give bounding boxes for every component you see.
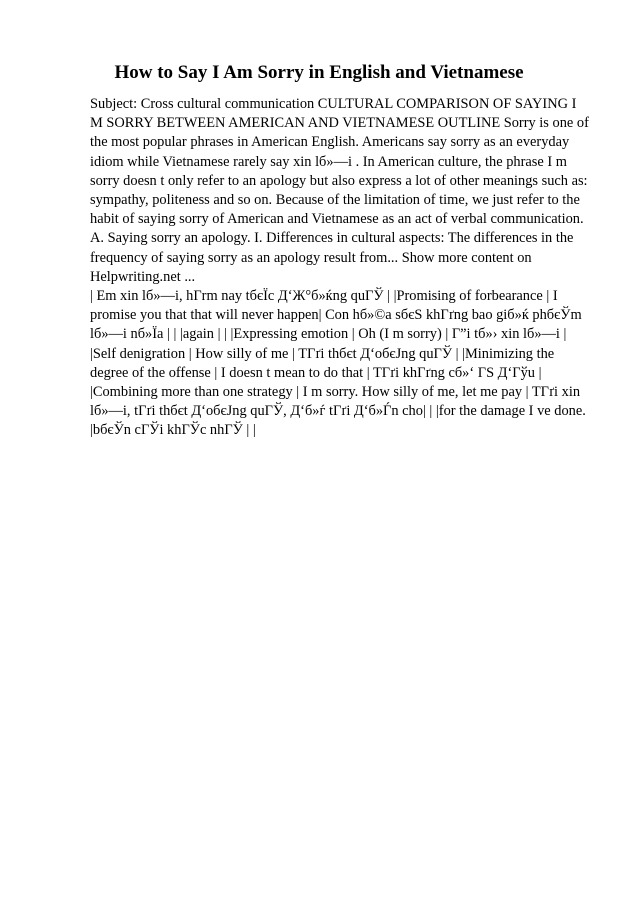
document-title: How to Say I Am Sorry in English and Vietnamese	[114, 62, 524, 83]
body-paragraph-main: Subject: Cross cultural communication CULTURAL COMPARISON OF SAYING I M SORRY BETWEEN AMERICAN AND VIETNAMESE OUTLINE Sorry is one of the most popular phrases in American English. Americans say sorry as an everyday idiom while Vietnamese rarely say xin lб»—i . In American culture, the phrase I m sorry doesn t only refer to an apology but also express a lot of other meanings such as: sympathy, politeness and so on. Because of the limitation of time, we just refer to the habit of saying sorry of American and Vietnamese as an act of verbal communication. A. Saying sorry an apology. I. Differences in cultural aspects: The differences in the frequency of saying sorry as an apology result from... Show more content on Helpwriting.net ...	[90, 96, 589, 285]
body-paragraph-table: | Em xin lб»—i, hГrm nay tбєЇc Д‘Ж°б»ќng quГЎ | |Promising of forbearance | I promise you that that will never happen| Con hб»©a sбєЅ khГґng bao giб»ќ phбєЎm lб»—i nб»Їa | | |again | | |Expressing emotion | Oh (I m sorry) | Г”i tб»› xin lб»—i | |Self denigration | How silly of me | TГґi thбєt Д‘oбєЈng quГЎ | |Minimizing the degree of the offense | I doesn t mean to do that | TГґi khГґng cб»‘ ГЅ Д‘Гўu | |Combining more than one strategy | I m sorry. How silly of me, let me pay | TГґi xin lб»—i, tГґi thбєt Д‘oбєЈng quГЎ, Д‘б»ѓ tГґi Д‘б»Ѓn cho| | |for the damage I ve done. |bбєЎn cГЎi khГЎc nhГЎ | |	[90, 288, 586, 439]
document-body	[90, 95, 590, 441]
